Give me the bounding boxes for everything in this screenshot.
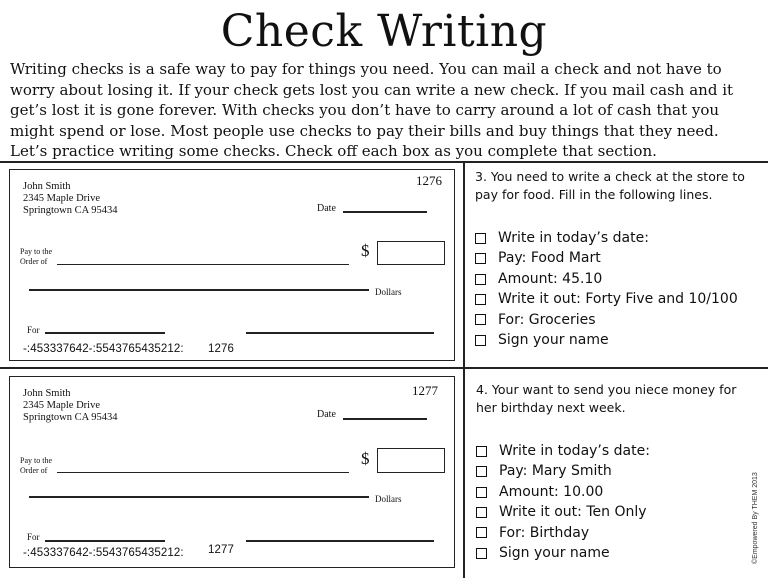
checklist-item[interactable] (476, 543, 760, 563)
date-label: Date (317, 409, 336, 420)
task-checklist (475, 228, 759, 350)
pay-to-label: Pay to the (20, 247, 52, 256)
checklist-item[interactable] (475, 248, 759, 268)
checklist-item[interactable] (475, 310, 759, 330)
intro-paragraph: Writing checks is a safe way to pay for things you need. You can mail a check and not have to worry about losing it. If your check gets lost you can write a new check. If you mail cash and it get’s lost it is gone forever. With checks you don’t have to carry around a lot of cash that you might spend or lose. Most people use checks to pay their bills and buy things that they need. Let’s practice writing some checks. Check off each box as you complete that section. (10, 60, 734, 160)
micr-check-number: 1277 (208, 544, 234, 556)
micr-routing: -:453337642-:5543765435212: (23, 547, 184, 559)
checkbox-icon[interactable] (476, 548, 487, 559)
check-number: 1277 (412, 383, 438, 398)
task-heading: 4. Your want to send you niece money for her birthday next week. (476, 382, 737, 415)
checklist-item-label: For: Birthday (499, 524, 590, 541)
page-title: Check Writing (220, 6, 548, 57)
check-address-line1: 2345 Maple Drive (23, 400, 100, 411)
section-divider-middle (0, 367, 768, 369)
memo-line[interactable] (45, 540, 165, 542)
payee-line[interactable] (57, 472, 349, 473)
checklist-item[interactable] (476, 482, 760, 502)
checklist-item[interactable] (475, 330, 759, 350)
dollar-sign: $ (361, 241, 370, 260)
check-1276 (9, 169, 455, 361)
order-of-label: Order of (20, 466, 48, 475)
checklist-item-label: For: Groceries (498, 311, 596, 328)
dollars-label: Dollars (375, 287, 402, 297)
checkbox-icon[interactable] (475, 253, 486, 264)
payee-line[interactable] (57, 264, 349, 265)
for-label: For (27, 532, 40, 542)
checkbox-icon[interactable] (476, 446, 487, 457)
checkbox-icon[interactable] (475, 233, 486, 244)
checklist-item-label: Write it out: Forty Five and 10/100 (498, 291, 738, 308)
checkbox-icon[interactable] (476, 507, 487, 518)
checkbox-icon[interactable] (475, 314, 486, 325)
task-4 (476, 381, 760, 563)
checklist-item-label: Write in today’s date: (498, 230, 649, 246)
date-label: Date (317, 203, 336, 214)
task-checklist (476, 441, 760, 563)
check-number: 1276 (416, 173, 442, 188)
dollar-sign: $ (361, 449, 370, 468)
for-label: For (27, 325, 40, 335)
check-address-line2: Springtown CA 95434 (23, 205, 118, 216)
checklist-item-label: Pay: Food Mart (498, 250, 601, 267)
task-3 (475, 168, 759, 350)
checklist-item[interactable] (475, 289, 759, 309)
checkbox-icon[interactable] (475, 335, 486, 346)
checklist-item[interactable] (475, 269, 759, 289)
amount-box[interactable] (377, 241, 445, 265)
micr-routing: -:453337642-:5543765435212: (23, 343, 184, 355)
date-line[interactable] (343, 211, 427, 213)
section-divider-top (0, 161, 768, 163)
micr-check-number: 1276 (208, 343, 234, 355)
check-owner-name: John Smith (23, 181, 71, 192)
check-1277 (9, 376, 455, 568)
dollars-label: Dollars (375, 494, 402, 504)
pay-to-label: Pay to the (20, 456, 52, 465)
checklist-item[interactable] (476, 502, 760, 522)
task-heading: 3. You need to write a check at the store to pay for food. Fill in the following lines. (475, 169, 745, 202)
written-amount-line[interactable] (29, 496, 369, 498)
checkbox-icon[interactable] (475, 274, 486, 285)
copyright-notice: ©Empowered By THEM 2013 (752, 472, 759, 564)
amount-box[interactable] (377, 448, 445, 473)
check-address-line2: Springtown CA 95434 (23, 412, 118, 423)
check-address-line1: 2345 Maple Drive (23, 193, 100, 204)
signature-line[interactable] (246, 540, 434, 542)
checkbox-icon[interactable] (475, 294, 486, 305)
memo-line[interactable] (45, 332, 165, 334)
order-of-label: Order of (20, 257, 48, 266)
date-line[interactable] (343, 418, 427, 420)
checklist-item-label: Sign your name (498, 332, 609, 349)
checklist-item-label: Pay: Mary Smith (499, 463, 612, 480)
checklist-item[interactable] (476, 461, 760, 481)
checklist-item-label: Amount: 10.00 (499, 483, 604, 500)
section-divider-vertical (463, 161, 465, 578)
checklist-item-label: Write in today’s date: (499, 443, 650, 459)
checklist-item-label: Amount: 45.10 (498, 270, 603, 287)
checkbox-icon[interactable] (476, 487, 487, 498)
checkbox-icon[interactable] (476, 466, 487, 477)
checklist-item[interactable] (475, 228, 759, 248)
checklist-item-label: Sign your name (499, 545, 610, 562)
checklist-item-label: Write it out: Ten Only (499, 504, 647, 521)
written-amount-line[interactable] (29, 289, 369, 291)
checklist-item[interactable] (476, 523, 760, 543)
check-owner-name: John Smith (23, 388, 71, 399)
signature-line[interactable] (246, 332, 434, 334)
checkbox-icon[interactable] (476, 527, 487, 538)
checklist-item[interactable] (476, 441, 760, 461)
